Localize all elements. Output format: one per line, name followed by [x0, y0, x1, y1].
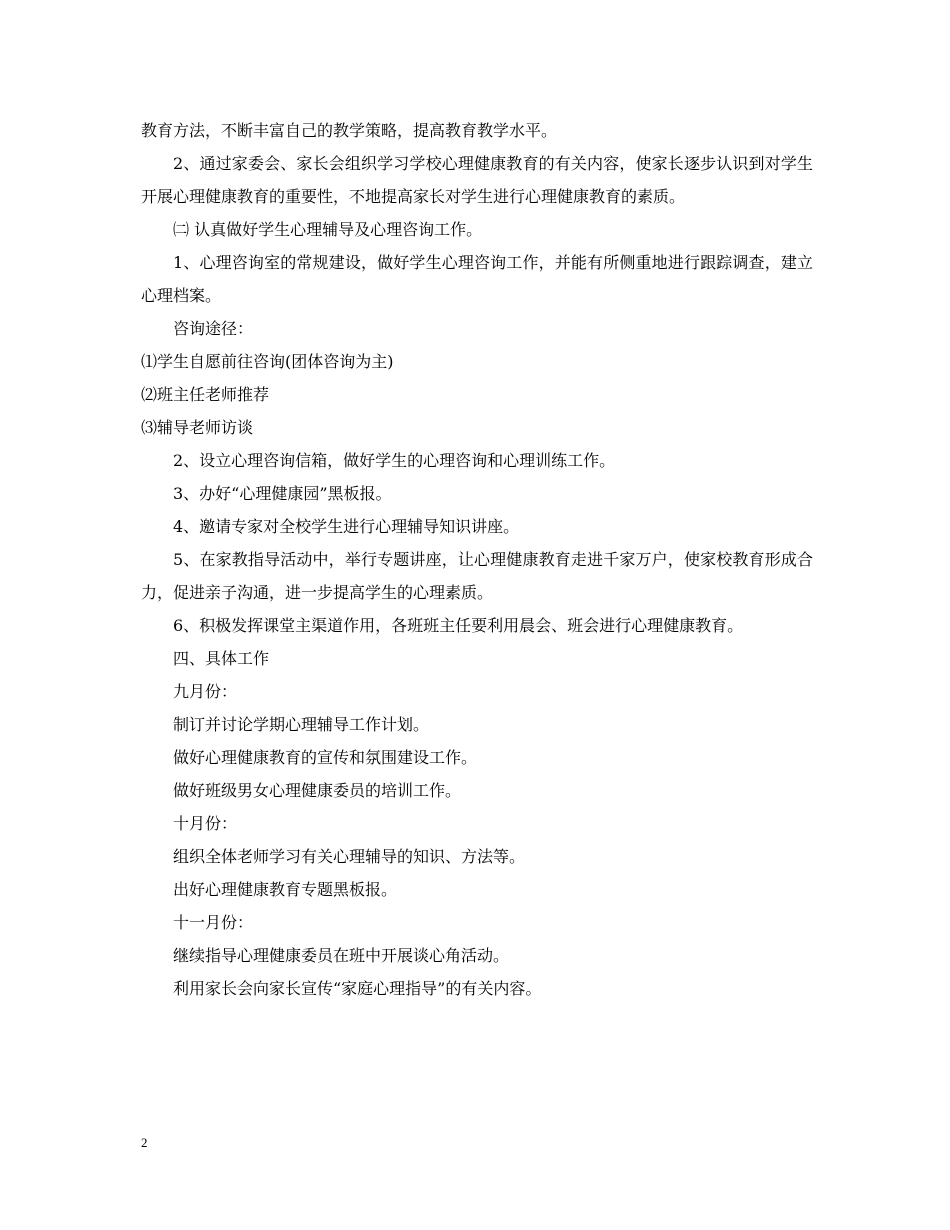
paragraph: 1、心理咨询室的常规建设，做好学生心理咨询工作，并能有所侧重地进行跟踪调查，建立心理档案。 [141, 253, 813, 305]
document-body [141, 114, 813, 1005]
paragraph: 2、设立心理咨询信箱，做好学生的心理咨询和心理训练工作。 [173, 451, 616, 470]
paragraph: 继续指导心理健康委员在班中开展谈心角活动。 [173, 946, 510, 965]
paragraph: 组织全体老师学习有关心理辅导的知识、方法等。 [173, 847, 526, 866]
paragraph: 制订并讨论学期心理辅导工作计划。 [173, 715, 430, 734]
paragraph: ⑵班主任老师推荐 [141, 385, 270, 404]
paragraph: 5、在家教指导活动中，举行专题讲座，让心理健康教育走进千家万户，使家校教育形成合力，促进亲子沟通，进一步提高学生的心理素质。 [141, 550, 813, 602]
paragraph: 出好心理健康教育专题黑板报。 [173, 880, 398, 899]
paragraph: 利用家长会向家长宣传“家庭心理指导”的有关内容。 [173, 979, 542, 998]
section-heading: 四、具体工作 [173, 649, 270, 668]
paragraph: 做好班级男女心理健康委员的培训工作。 [173, 781, 462, 800]
paragraph: 教育方法，不断丰富自己的教学策略，提高教育教学水平。 [141, 121, 558, 140]
month-heading: 十月份： [173, 814, 238, 833]
paragraph: ⑶辅导老师访谈 [141, 418, 254, 437]
paragraph: 2、通过家委会、家长会组织学习学校心理健康教育的有关内容，使家长逐步认识到对学生开展心理健康教育的重要性，不地提高家长对学生进行心理健康教育的素质。 [141, 154, 813, 206]
paragraph: ⑴学生自愿前往咨询(团体咨询为主) [141, 352, 394, 371]
paragraph: 6、积极发挥课堂主渠道作用，各班班主任要利用晨会、班会进行心理健康教育。 [173, 616, 744, 635]
month-heading: 十一月份： [173, 913, 254, 932]
paragraph: 做好心理健康教育的宣传和氛围建设工作。 [173, 748, 478, 767]
paragraph: 咨询途径： [173, 319, 254, 338]
month-heading: 九月份： [173, 682, 238, 701]
paragraph: 4、邀请专家对全校学生进行心理辅导知识讲座。 [173, 517, 520, 536]
page-number: 2 [141, 1135, 148, 1150]
paragraph: ㈡ 认真做好学生心理辅导及心理咨询工作。 [173, 220, 483, 239]
paragraph: 3、办好“心理健康园”黑板报。 [173, 484, 392, 503]
